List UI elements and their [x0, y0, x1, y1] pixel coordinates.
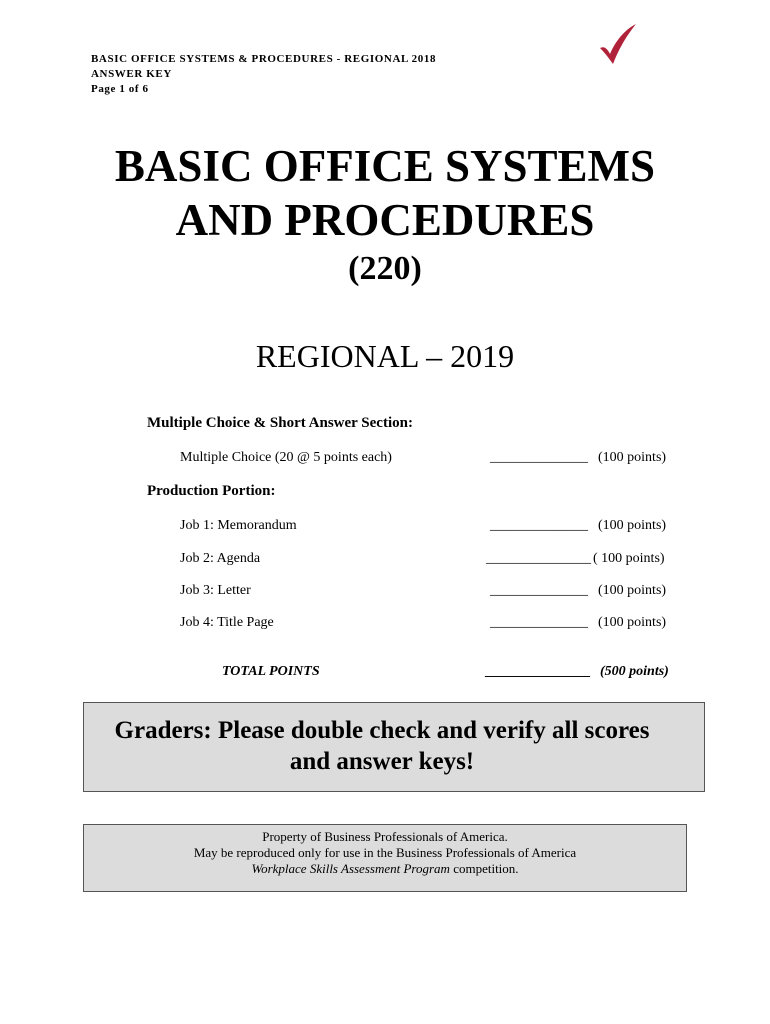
- score-points: ( 100 points): [593, 551, 665, 566]
- score-row-label: Job 3: Letter: [180, 583, 251, 598]
- property-notice-line3: [84, 861, 686, 877]
- total-points-label: TOTAL POINTS: [222, 664, 320, 679]
- program-name: Workplace Skills Assessment Program: [251, 861, 450, 876]
- property-notice-line1: Property of Business Professionals of America.: [262, 829, 508, 844]
- section-heading-production: Production Portion:: [147, 483, 276, 499]
- header-page-number: Page 1 of 6: [91, 83, 149, 95]
- graders-note-box: [83, 702, 705, 792]
- score-row-label: Job 4: Title Page: [180, 615, 274, 630]
- property-notice-line2: May be reproduced only for use in the Business Professionals of America: [193, 845, 577, 860]
- score-blank: ______________: [490, 450, 588, 465]
- score-blank: ______________: [490, 518, 588, 533]
- header-answer-key: ANSWER KEY: [91, 68, 172, 80]
- header-title: BASIC OFFICE SYSTEMS & PROCEDURES - REGIONAL 2018: [91, 53, 437, 65]
- score-blank: ______________: [490, 583, 588, 598]
- document-subtitle: REGIONAL – 2019: [255, 338, 515, 374]
- property-notice-box: [83, 824, 687, 892]
- total-points-value: (500 points): [600, 664, 669, 679]
- score-points: (100 points): [598, 583, 667, 598]
- event-code: (220): [348, 250, 422, 287]
- score-row-label: Job 2: Agenda: [180, 551, 261, 566]
- score-points: (100 points): [598, 615, 667, 630]
- score-points: (100 points): [598, 450, 667, 465]
- checkmark-icon: [598, 22, 638, 66]
- document-title-line1: BASIC OFFICE SYSTEMS: [114, 141, 656, 191]
- score-blank: _______________: [486, 551, 591, 566]
- program-suffix: competition.: [449, 861, 519, 876]
- document-title-line2: AND PROCEDURES: [175, 195, 595, 245]
- score-points: (100 points): [598, 518, 667, 533]
- graders-note-line1: Graders: Please double check and verify all scores: [114, 717, 650, 744]
- total-points-blank: _______________: [485, 664, 590, 679]
- score-row-label: Multiple Choice (20 @ 5 points each): [180, 450, 392, 465]
- score-row-label: Job 1: Memorandum: [180, 518, 297, 533]
- score-blank: ______________: [490, 615, 588, 630]
- section-heading-multiple-choice: Multiple Choice & Short Answer Section:: [147, 415, 413, 431]
- graders-note-line2: and answer keys!: [289, 748, 475, 775]
